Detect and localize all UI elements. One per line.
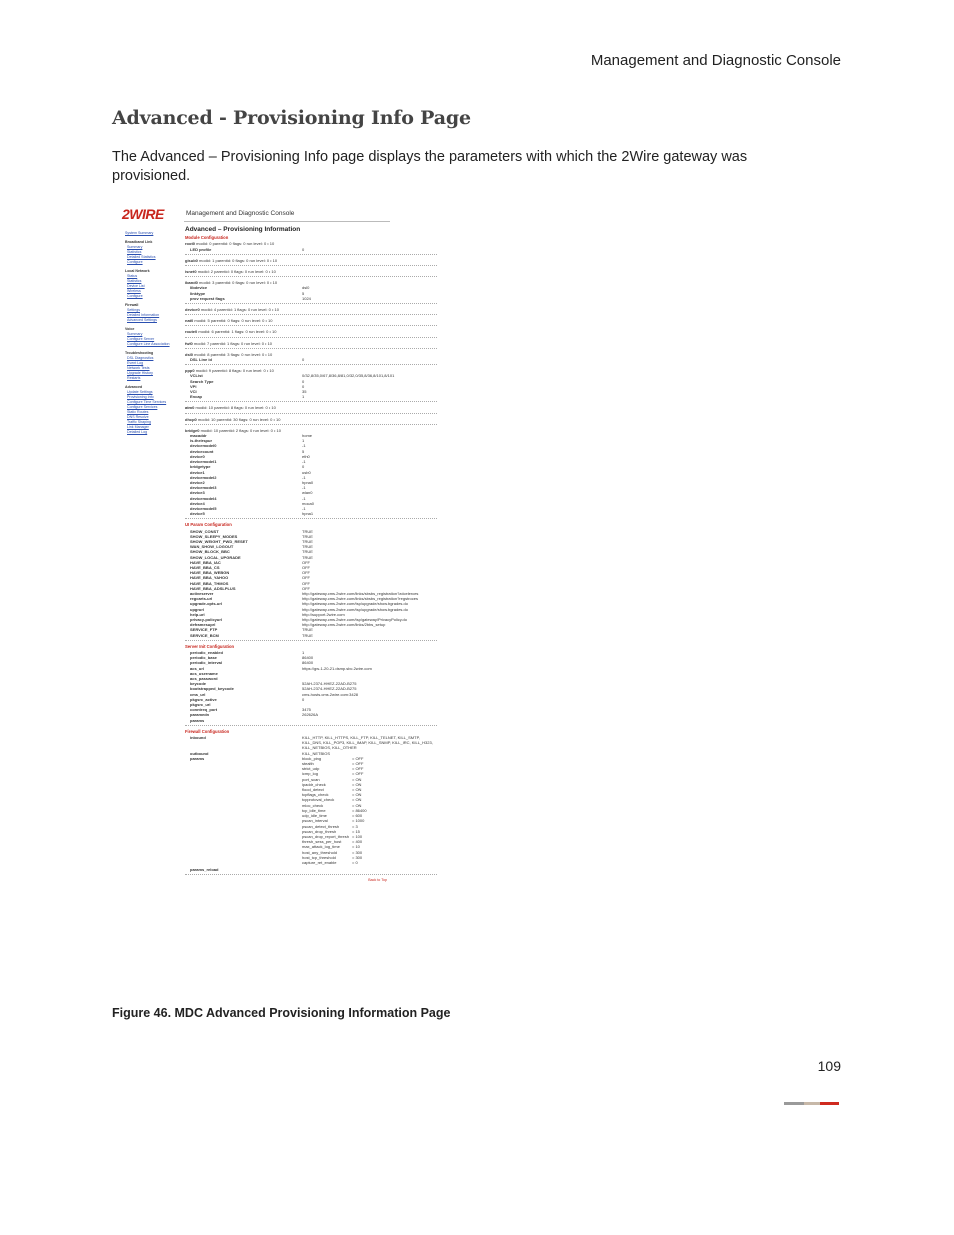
param-value: http://gateway.cms.2wire.com/links/sbsbs_registration?zdcelerces xyxy=(302,590,419,596)
module-info: modid: 10 parentid: 8 flags: 0 run level: 0 • 10 xyxy=(195,405,276,411)
fw-param-value: = 10 xyxy=(352,844,360,850)
param-key: device4 xyxy=(190,500,205,506)
param-key: pkgsrc_url xyxy=(190,702,211,708)
param-key: device3 xyxy=(190,490,205,496)
param-value: 0 xyxy=(302,383,305,389)
module-block xyxy=(185,352,437,365)
fw-inbound-label: inbound xyxy=(190,735,206,741)
module-info: modid: 10 parentid: 2 flags: 0 run level: 0 • 10 xyxy=(200,427,281,433)
param-value: TRUE xyxy=(302,549,313,555)
fw-param-value: = OFF xyxy=(352,755,364,761)
param-value: dsl0 xyxy=(302,285,310,291)
nav-link[interactable]: Provisioning Info xyxy=(127,395,154,399)
param-value: http://support.2wire.com xyxy=(302,611,345,617)
module-name: route0 xyxy=(185,329,198,335)
footer-bar-tan xyxy=(804,1102,820,1105)
param-value: 1 xyxy=(302,438,305,444)
module-header xyxy=(185,341,437,346)
nav-link[interactable]: DSL Diagnostics xyxy=(127,356,154,360)
param-key: SHOW_BLOCK_BBC xyxy=(190,549,230,555)
param-value: OFF xyxy=(302,575,310,581)
fw-param-value: = 86400 xyxy=(352,807,367,813)
nav-link[interactable]: Configure Server xyxy=(127,337,155,341)
nav-link[interactable]: Configure Time Services xyxy=(127,400,167,404)
nav-link[interactable]: Configure Line Association xyxy=(127,342,170,346)
firewall-section-title: Firewall Configuration xyxy=(185,728,230,734)
fw-param-value: = 0 xyxy=(352,859,358,865)
param-value: eth0 xyxy=(302,453,310,459)
page-title: Advanced – Provisioning Information xyxy=(185,226,301,233)
param-value: OFF xyxy=(302,559,310,565)
param-value: 1 xyxy=(302,394,305,400)
module-header xyxy=(185,318,437,323)
fw-param-value: = ON xyxy=(352,802,362,808)
fw-param-key: host_any_threshold xyxy=(302,849,337,855)
fw-param-key: udp_idle_time xyxy=(302,813,327,819)
nav-link[interactable]: Static Routes xyxy=(127,410,149,414)
module-name: root0 xyxy=(185,241,195,247)
param-key: devicemodel2 xyxy=(190,474,217,480)
fw-param-value: = 400 xyxy=(352,839,363,845)
param-key: bridgetype xyxy=(190,464,211,470)
fw-param-key: ipaddr_check xyxy=(302,781,326,787)
nav-link[interactable]: DNS Resolve xyxy=(127,415,149,419)
param-value: moca0 xyxy=(302,500,315,506)
param-value: TRUE xyxy=(302,533,313,539)
nav-link[interactable]: Status xyxy=(127,274,138,278)
fw-param-value: = OFF xyxy=(352,771,364,777)
module-info: modid: 7 parentid: 1 flags: 0 run level: 0 • 10 xyxy=(193,340,273,346)
ui-param-row xyxy=(185,633,437,638)
param-key: SERVICE_FTP xyxy=(190,627,218,633)
server-section-title: Server Init Configuration xyxy=(185,643,235,649)
param-key: libdevice xyxy=(190,285,208,291)
fw-params-reload-label: params_reload xyxy=(190,867,219,873)
param-value: TRUE xyxy=(302,544,313,550)
module-block xyxy=(185,307,437,315)
module-info: modid: 4 parentid: 1 flags: 0 run level: 0 • 10 xyxy=(200,307,279,313)
2wire-logo: 2WIRE xyxy=(122,206,164,222)
param-value: hpna1 xyxy=(302,511,314,517)
param-key: linktype xyxy=(190,290,206,296)
nav-link[interactable]: Advanced Settings xyxy=(127,318,157,322)
param-value: hpna0 xyxy=(302,479,314,485)
nav-link[interactable]: Summary xyxy=(127,245,143,249)
fw-params-label: params xyxy=(190,755,205,761)
fw-param-key: block_ping xyxy=(302,755,322,761)
param-value: 262626A xyxy=(302,712,319,718)
param-key: macaddr xyxy=(190,433,207,439)
module-info: modid: 8 parentid: 3 flags: 0 run level: 0 • 10 xyxy=(194,351,273,357)
fw-param-key: stealth xyxy=(302,761,314,767)
param-value: http://gateway.cms.2wire.com/links/2bbs_setup xyxy=(302,622,386,628)
param-value: 0 xyxy=(302,378,305,384)
fw-param-key: tcpprotoval_check xyxy=(302,797,335,803)
param-value: -1 xyxy=(302,505,306,511)
fw-param-value: = 100 xyxy=(352,833,363,839)
nav-link[interactable]: Detailed Statistics xyxy=(127,255,156,259)
param-key: conntreq_port xyxy=(190,707,218,713)
param-value: http://gateway.cms.2wire.com/tsp/upgrade/show.bgrades.do xyxy=(302,601,408,607)
param-key: upgrurl xyxy=(190,606,204,612)
sidebar-nav xyxy=(125,231,179,435)
param-key: periodic_enabled xyxy=(190,650,223,655)
module-section-title: Module Configuration xyxy=(185,235,229,241)
fw-param-key: pscan_detect_thresh xyxy=(302,823,340,829)
module-block xyxy=(185,341,437,349)
module-header xyxy=(185,269,437,274)
param-key: activeserver xyxy=(190,590,214,596)
param-key: DSL Line id xyxy=(190,357,212,363)
module-info: modid: 10 parentid: 30 flags: 0 run level: 0 • 10 xyxy=(197,416,281,422)
module-block xyxy=(185,329,437,337)
fw-param-value: = ON xyxy=(352,781,362,787)
fw-param-value: = OFF xyxy=(352,761,364,767)
fw-param-row xyxy=(302,860,437,865)
fw-param-key: thresh_sess_per_host xyxy=(302,839,342,845)
param-key: devicecount xyxy=(190,448,214,454)
server-param-row xyxy=(185,718,437,723)
module-info: modid: 1 parentid: 0 flags: 0 run level: 0 • 10 xyxy=(199,257,278,263)
param-key: HAVE_BBA_ADSLPLUS xyxy=(190,585,236,591)
nav-link[interactable]: Event Log xyxy=(127,361,144,365)
param-value: OFF xyxy=(302,580,310,586)
module-param-row xyxy=(185,357,437,362)
module-block xyxy=(185,269,437,277)
param-value: 1 xyxy=(302,650,305,655)
param-key: acs_password xyxy=(190,676,218,682)
param-key: deframesuprl xyxy=(190,622,216,628)
param-value: -1 xyxy=(302,495,306,501)
param-key: periodic_interval xyxy=(190,660,223,666)
fw-param-value: = ON xyxy=(352,792,362,798)
fw-param-value: = 15 xyxy=(352,828,360,834)
param-value: OFF xyxy=(302,564,310,570)
param-value: 86400 xyxy=(302,655,314,661)
module-block xyxy=(185,368,437,402)
nav-group-heading: Troubleshooting xyxy=(125,351,154,355)
module-name: dsl0 xyxy=(185,351,194,357)
module-block xyxy=(185,428,437,519)
param-value: 0 xyxy=(302,696,305,702)
param-value: TRUE xyxy=(302,538,313,544)
param-key: devicemodel5 xyxy=(190,505,217,511)
section-heading: Advanced - Provisioning Info Page xyxy=(112,107,471,129)
nav-link[interactable]: Restarts xyxy=(127,376,141,380)
fw-param-key: max_attack_log_time xyxy=(302,844,340,850)
nav-link[interactable]: Wireless xyxy=(127,289,141,293)
param-key: HAVE_BBA_YAHOO xyxy=(190,575,229,581)
param-key: VCList xyxy=(190,373,203,379)
param-value: http://gateway.cms.2wire.com/links/sbsbs_registration?regstroces xyxy=(302,596,418,602)
module-block xyxy=(185,417,437,425)
module-name: isnet0 xyxy=(185,269,197,275)
module-name: bridge0 xyxy=(185,427,200,433)
module-name: device0 xyxy=(185,307,200,313)
fw-param-value: = ON xyxy=(352,797,362,803)
module-name: dhcp0 xyxy=(185,416,197,422)
fw-params-list xyxy=(302,756,437,865)
provisioning-content xyxy=(185,227,437,884)
param-key: device1 xyxy=(190,469,205,475)
param-key: devicemodel0 xyxy=(190,443,217,449)
param-key: acs_username xyxy=(190,670,218,676)
nav-link[interactable]: Link Manager xyxy=(127,425,149,429)
param-value: -1 xyxy=(302,474,306,480)
param-value: usb0 xyxy=(302,469,311,475)
nav-link[interactable]: Upgrade History xyxy=(127,371,153,375)
fw-param-value: = ON xyxy=(352,787,362,793)
param-value: TRUE xyxy=(302,554,313,560)
fw-param-key: tcpflags_check xyxy=(302,792,329,798)
fw-param-key: pscan_interval xyxy=(302,818,328,824)
nav-link[interactable]: Device List xyxy=(127,284,145,288)
module-header xyxy=(185,258,437,263)
param-key: regcarts-url xyxy=(190,596,213,602)
param-key: cms_url xyxy=(190,691,206,697)
mdc-screenshot xyxy=(120,202,440,982)
figure-caption: Figure 46. MDC Advanced Provisioning Information Page xyxy=(112,1006,451,1020)
module-info: modid: 0 parentid: 0 flags: 0 run level: 0 • 10 xyxy=(196,241,275,247)
nav-group-heading: Broadband Link xyxy=(125,240,153,244)
module-info: modid: 3 parentid: 0 flags: 0 run level: 0 • 10 xyxy=(199,280,278,286)
module-info: modid: 6 parentid: 1 flags: 0 run level: 0 • 10 xyxy=(198,329,277,335)
param-key: SERVICE_BCM xyxy=(190,632,219,638)
module-list xyxy=(185,241,437,519)
module-param-row xyxy=(185,247,437,252)
fw-param-value: = ON xyxy=(352,776,362,782)
nav-link[interactable]: Summary xyxy=(127,332,143,336)
module-name: iband0 xyxy=(185,280,198,286)
param-value: -1 xyxy=(302,459,306,465)
param-key: Encap xyxy=(190,394,203,400)
param-value: http://gateway.cms.2wire.com/tsp/upgrade/show.bgrades.do xyxy=(302,606,408,612)
param-key: LED profile xyxy=(190,246,212,252)
module-block xyxy=(185,405,437,413)
fw-param-value: = 600 xyxy=(352,813,363,819)
param-value: 86400 xyxy=(302,660,314,666)
param-key: HAVE_BBA_THMOS xyxy=(190,580,229,586)
param-value: TRUE xyxy=(302,632,313,638)
module-info: modid: 9 parentid: 8 flags: 0 run level: 0 • 10 xyxy=(195,368,274,374)
module-name: atm0 xyxy=(185,405,195,411)
param-value: wlan0 xyxy=(302,490,313,496)
fw-param-value: = OFF xyxy=(352,766,364,772)
param-value: -1 xyxy=(302,485,306,491)
param-key: bootstrapped_keycode xyxy=(190,686,234,692)
fw-param-value: = 3 xyxy=(352,823,358,829)
fw-param-value: = 1000 xyxy=(352,818,365,824)
param-value: 35 xyxy=(302,389,307,395)
nav-link[interactable]: Update Settings xyxy=(127,390,153,394)
back-to-top-link[interactable]: Back to Top xyxy=(368,878,387,883)
nav-link[interactable]: System Summary xyxy=(125,231,154,235)
fw-param-key: flood_detect xyxy=(302,787,324,793)
nav-link[interactable]: Configure xyxy=(127,294,143,298)
module-param-row xyxy=(185,296,437,301)
param-value: 0 xyxy=(302,357,305,363)
param-key: prov request flags xyxy=(190,295,225,301)
fw-inbound-value: KILL_HTTP, KILL_HTTPS, KILL_FTP, KILL_TELNET, KILL_SMTP, KILL_DNS, KILL_POP3, KILL_IMAP, KILL_SNMP, KILL_IRC, KILL_H323, KILL_NETBIOS, KILL_OTHER xyxy=(302,735,433,751)
param-key: device5 xyxy=(190,511,205,517)
param-value: 0 xyxy=(302,464,305,470)
param-value: home xyxy=(302,433,313,439)
nav-link[interactable]: Statistics xyxy=(127,279,142,283)
module-name: nat0 xyxy=(185,318,194,324)
fw-param-key: tcp_idle_time xyxy=(302,807,326,813)
title-divider xyxy=(184,221,390,222)
param-key: pkgsrc_active xyxy=(190,696,217,702)
param-value: cms-hosts.cms.2wire.com:3428 xyxy=(302,691,359,697)
param-value: 52AH-2374-HHEZ-22AD-B275 xyxy=(302,681,357,687)
param-value xyxy=(302,718,437,723)
fw-param-key: host_tcp_threshold xyxy=(302,854,336,860)
param-key: privacy-policyurl xyxy=(190,616,223,622)
param-value: https://gw-1-20-21.dsmp.sbc.2wire.com xyxy=(302,665,372,671)
module-block xyxy=(185,318,437,326)
ui-section-title: UI Param Configuration xyxy=(185,522,232,528)
module-name: gisub0 xyxy=(185,257,198,263)
nav-group-heading: Advanced xyxy=(125,385,143,389)
module-block xyxy=(185,258,437,266)
nav-link[interactable]: Statistics xyxy=(127,250,142,254)
fw-param-value: = 300 xyxy=(352,854,363,860)
param-key: acs_url xyxy=(190,665,205,671)
param-value: 5 xyxy=(302,290,305,296)
module-name: fwl0 xyxy=(185,340,193,346)
module-header xyxy=(185,307,437,312)
nav-link[interactable]: Traffic Shaping xyxy=(127,420,151,424)
param-key: periodic_base xyxy=(190,655,217,661)
module-info: modid: 5 parentid: 0 flags: 0 run level: 0 • 10 xyxy=(194,318,273,324)
nav-link[interactable]: Configure Services xyxy=(127,405,158,409)
param-value: 52AH-2374-HHEZ-22AD-B275 xyxy=(302,686,357,692)
running-header: Management and Diagnostic Console xyxy=(590,52,841,69)
param-key: params xyxy=(190,717,205,723)
param-value: 5 xyxy=(302,448,305,454)
nav-link[interactable]: Settings xyxy=(127,308,140,312)
param-key: devicemodel1 xyxy=(190,459,217,465)
module-header xyxy=(185,329,437,334)
footer-bar-gray xyxy=(784,1102,804,1105)
module-name: ppp0 xyxy=(185,368,195,374)
param-key: device2 xyxy=(190,479,205,485)
param-key: is-theirspur xyxy=(190,438,213,444)
ui-param-list xyxy=(185,529,437,641)
module-header xyxy=(185,417,437,422)
param-value: -1 xyxy=(302,443,306,449)
param-key: SHOW_WEIGHT_PWD_RESET xyxy=(190,538,248,544)
fw-param-key: port_scan xyxy=(302,776,320,782)
param-value: TRUE xyxy=(302,528,313,534)
param-key: SHOW_SLEEPY_MODES xyxy=(190,533,238,539)
param-value: OFF xyxy=(302,585,310,591)
param-key: SHOW_CONST xyxy=(190,528,219,534)
param-value: OFF xyxy=(302,570,310,576)
fw-param-key: pscan_drop_thresh xyxy=(302,828,337,834)
param-key: devicemodel3 xyxy=(190,485,217,491)
param-key: help-url xyxy=(190,611,205,617)
nav-group-heading: Firewall xyxy=(125,303,139,307)
param-value: 1024 xyxy=(302,295,311,301)
module-header xyxy=(185,405,437,410)
param-value: 0 xyxy=(302,246,305,252)
nav-link[interactable]: Detailed Information xyxy=(127,313,160,317)
fw-param-key: capture_ret_enable xyxy=(302,859,337,865)
module-block xyxy=(185,280,437,304)
param-key: VPI xyxy=(190,383,197,389)
fw-param-value: = 300 xyxy=(352,849,363,855)
param-key: device0 xyxy=(190,453,205,459)
nav-group-heading: Voice xyxy=(125,327,135,331)
intro-paragraph: The Advanced – Provisioning Info page displays the parameters with which the 2Wire gateway was provisioned. xyxy=(112,149,748,184)
nav-link[interactable]: Detailed Log xyxy=(127,430,148,434)
param-key: HAVE_BBA_CS xyxy=(190,564,220,570)
fw-param-key: icmp_log xyxy=(302,771,319,777)
param-key: paramedn xyxy=(190,712,210,718)
firewall-config xyxy=(185,735,437,875)
param-value: 3475 xyxy=(302,707,311,713)
fw-param-key: strict_udp xyxy=(302,766,320,772)
server-init-list xyxy=(185,650,437,726)
param-key: HAVE_BBA_WEBGN xyxy=(190,570,230,576)
nav-link[interactable]: Network Tests xyxy=(127,366,150,370)
fw-outbound-label: outbound xyxy=(190,750,209,756)
param-value: 0/32,8/35,0/67,8/36,8/81,0/32,0/35,8/36,8/101,8/101 xyxy=(302,373,395,379)
app-title: Management and Diagnostic Console xyxy=(186,210,295,217)
param-value: TRUE xyxy=(302,627,313,633)
nav-group-heading: Local Network xyxy=(125,269,150,273)
param-key: SHOW_LOCAL_UPGRADE xyxy=(190,554,241,560)
param-value: http://gateway.cms.2wire.com/tsp/gateway/PrivacyPolicy.do xyxy=(302,616,408,622)
module-param-row xyxy=(185,394,437,399)
param-key: devicemodel4 xyxy=(190,495,217,501)
fw-outbound-value: KILL_NETBIOS xyxy=(302,750,331,756)
fw-param-key: pscan_drop_report_thresh xyxy=(302,833,349,839)
fw-param-key: mloc_check xyxy=(302,802,324,808)
param-key: WAN_SHOW_LOGOUT xyxy=(190,544,234,550)
param-key: keycode xyxy=(190,681,207,687)
module-info: modid: 2 parentid: 0 flags: 0 run level: 0 • 10 xyxy=(197,269,276,275)
module-param-row xyxy=(185,511,437,516)
param-key: Search Type xyxy=(190,378,214,384)
param-key: HAVE_BBA_IAC xyxy=(190,559,221,565)
module-block xyxy=(185,241,437,254)
nav-link[interactable]: Configure xyxy=(127,260,143,264)
page-number: 109 xyxy=(817,1058,841,1074)
param-key: upgrade-opts-url xyxy=(190,601,222,607)
param-key: VCI xyxy=(190,389,197,395)
footer-bar-red xyxy=(820,1102,839,1105)
